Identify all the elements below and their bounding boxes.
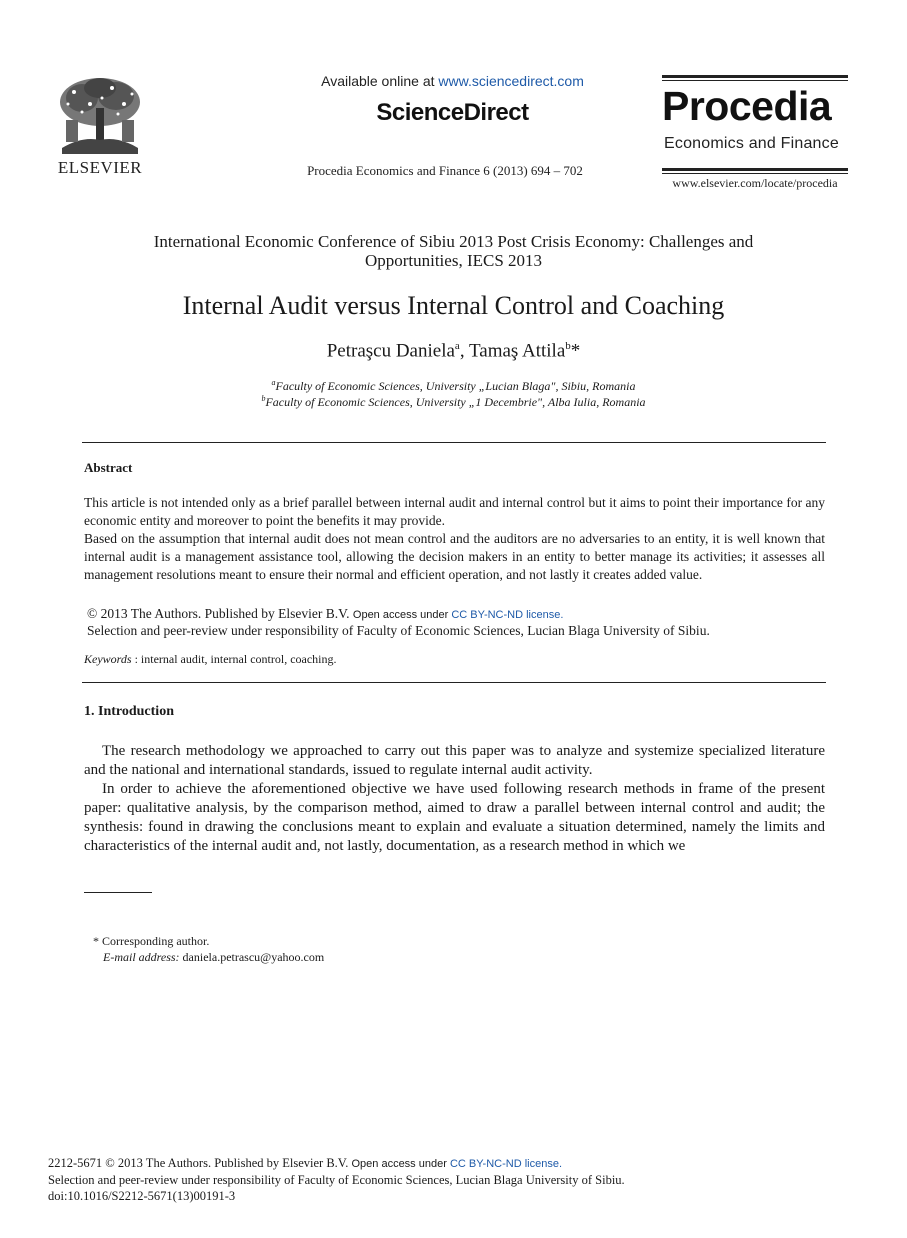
copyright-line [87, 606, 563, 622]
sciencedirect-link[interactable]: www.sciencedirect.com [438, 73, 584, 89]
conference-name: International Economic Conference of Sibiu 2013 Post Crisis Economy: Challenges and Opportunities, IECS 2013 [153, 232, 754, 270]
footer-open-access: Open access under [351, 1158, 450, 1170]
available-label: Available online at [321, 73, 439, 89]
sciencedirect-logo: ScienceDirect [376, 99, 529, 126]
procedia-logo [662, 75, 848, 193]
affiliation-b-mark: b [261, 394, 266, 403]
corresponding-author: * Corresponding author. [93, 934, 210, 948]
intro-heading: 1. Introduction [84, 704, 174, 719]
keywords-line [84, 652, 337, 667]
copyright-text: © 2013 The Authors. Published by Elsevier B.V. [87, 606, 353, 621]
elsevier-logo [52, 74, 148, 177]
footer-doi[interactable]: doi:10.1016/S2212-5671(13)00191-3 [48, 1189, 236, 1203]
page-footer [48, 1155, 828, 1204]
procedia-bottom-rule-thin [662, 173, 848, 174]
intro-paragraph-2: In order to achieve the aforementioned objective we have used following research methods in frame of the present paper: qualitative analysis, by the comparison method, aimed to draw a parallel between internal control and audit; the synthesis: found in drawing the conclusions meant to explain and evaluate a situation determined, namely the limits and characteristics of the internal audit and, not lastly, documentation, as a research method in which we [84, 781, 825, 854]
abstract-heading: Abstract [84, 460, 133, 475]
keywords-label: Keywords [84, 652, 132, 666]
author-2-affil-mark: b [565, 340, 571, 352]
article-title: Internal Audit versus Internal Control and Coaching [182, 291, 725, 320]
footnote-rule [84, 892, 152, 893]
author-2: Tamaş Attila [468, 340, 566, 362]
license-link[interactable]: CC BY-NC-ND license. [451, 609, 564, 621]
author-1-affil-mark: a [454, 340, 460, 352]
elsevier-tree-icon [52, 74, 148, 156]
peer-review-line: Selection and peer-review under responsibility of Faculty of Economic Sciences, Lucian Blaga University of Sibiu. [87, 623, 710, 638]
affiliation-b-text: Faculty of Economic Sciences, University „1 Decembrie", Alba Iulia, Romania [265, 395, 646, 409]
footer-copyright [48, 1155, 828, 1172]
affiliation-a [60, 378, 847, 394]
divider-top [82, 442, 826, 443]
divider-bottom [82, 682, 826, 683]
corresponding-mark: * [570, 340, 581, 362]
footer-copyright-text: 2212-5671 © 2013 The Authors. Published by Elsevier B.V. [48, 1156, 352, 1170]
abstract-paragraph-1: This article is not intended only as a brief parallel between internal audit and internal control but it aims to point their importance for any economic entity and moreover to point the benefits it may provide. [84, 495, 825, 528]
author-1: Petraşcu Daniela [326, 340, 455, 362]
abstract-paragraph-2: Based on the assumption that internal audit does not mean control and the auditors are no adversaries to an entity, it is well known that internal audit is a management assistance tool, allowing the decision makers in an entity to better manage its activities; it assesses all management resolutions meant to ensure their normal and efficient operation, and not lastly it creates added value. [84, 531, 825, 582]
keywords-text: internal audit, internal control, coaching. [140, 652, 337, 666]
email-address[interactable]: daniela.petrascu@yahoo.com [179, 950, 325, 964]
procedia-url[interactable]: www.elsevier.com/locate/procedia [672, 176, 838, 190]
footer-license-link[interactable]: CC BY-NC-ND license. [449, 1158, 562, 1170]
authors [60, 340, 847, 362]
affiliation-b [60, 394, 847, 410]
procedia-top-rule [662, 75, 848, 78]
affiliation-a-text: Faculty of Economic Sciences, University „Lucian Blaga", Sibiu, Romania [275, 379, 636, 393]
elsevier-wordmark: ELSEVIER [57, 158, 143, 177]
open-access-label: Open access under [352, 609, 452, 621]
email-line [93, 949, 324, 965]
intro-body [84, 742, 825, 856]
affiliation-a-mark: a [271, 378, 276, 387]
footnote [93, 933, 324, 965]
procedia-title: Procedia [662, 83, 832, 129]
procedia-subtitle: Economics and Finance [664, 135, 839, 152]
keywords-separator: : [131, 652, 141, 666]
footer-peer-review: Selection and peer-review under responsibility of Faculty of Economic Sciences, Lucian Blaga University of Sibiu. [48, 1173, 625, 1187]
author-separator: , [459, 340, 469, 362]
intro-paragraph-1: The research methodology we approached to carry out this paper was to analyze and systemize specialized literature and the national and international standards, issued to regulate internal audit activity. [84, 743, 825, 778]
procedia-bottom-rule [662, 168, 848, 171]
email-label: E-mail address: [103, 950, 180, 964]
available-online [200, 73, 705, 89]
journal-reference: Procedia Economics and Finance 6 (2013) 694 – 702 [307, 163, 583, 178]
